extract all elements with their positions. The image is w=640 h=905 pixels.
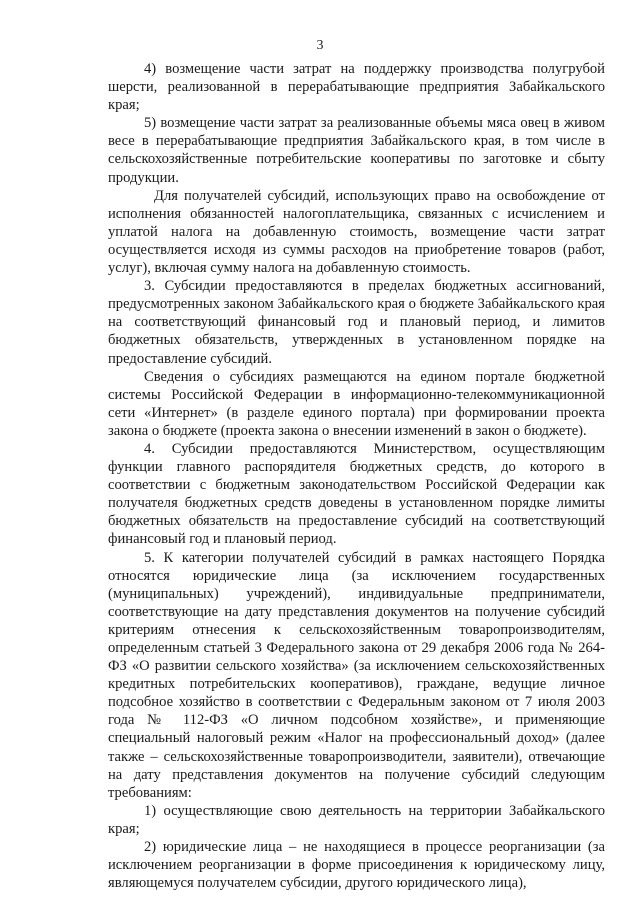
paragraph-requirement-1: 1) осуществляющие свою деятельность на территории Забайкальского края; — [108, 802, 605, 837]
paragraph-item-4-wool: 4) возмещение части затрат на поддержку производства полугрубой шерсти, реализованной в перерабатывающие предприятия Забайкальского края; — [108, 61, 605, 114]
paragraph-item-5-sheep-meat: 5) возмещение части затрат за реализованные объемы мяса овец в живом весе в перерабатывающие предприятия Забайкальского края, в том числе в сельскохозяйственные потребительские кооперативы по заготовке и сбыту продукции. — [108, 115, 605, 186]
page-number: 3 — [316, 38, 324, 53]
document-body — [108, 60, 605, 892]
paragraph-section-5-recipients: 5. К категории получателей субсидий в рамках настоящего Порядка относятся юридические лица (за исключением государственных (муниципальных) учреждений), индивидуальные предприниматели, соответствующие на дату представления документов на получение субсидий критериям отнесения к сельскохозяйственным товаропроизводителям, определенным статьей 3 Федерального закона от 29 декабря 2006 года № 264-ФЗ «О развитии сельского хозяйства» (за исключением сельскохозяйственных кредитных потребительских кооперативов), граждане, ведущие личное подсобное хозяйство в соответствии с Федеральным законом от 7 июля 2003 года № 112-ФЗ «О личном подсобном хозяйстве», и применяющие специальный налоговый режим «Налог на профессиональный доход» (далее также – сельскохозяйственные товаропроизводители, заявители), отвечающие на дату представления документов на получение субсидий следующим требованиям: — [108, 549, 605, 801]
paragraph-section-4-ministry: 4. Субсидии предоставляются Министерством, осуществляющим функции главного распорядителя бюджетных средств, до которого в соответствии с бюджетным законодательством Российской Федерации как получателя бюджетных средств доведены в установленном порядке лимиты бюджетных обязательств на предоставление субсидий на соответствующий финансовый год и плановый период. — [108, 440, 605, 548]
paragraph-vat-exemption: Для получателей субсидий, использующих право на освобождение от исполнения обязанностей налогоплательщика, связанных с исчислением и уплатой налога на добавленную стоимость, возмещение части затрат осуществляется исходя из суммы расходов на приобретение товаров (работ, услуг), включая сумму налога на добавленную стоимость. — [108, 187, 605, 277]
paragraph-requirement-2: 2) юридические лица – не находящиеся в процессе реорганизации (за исключением реорганизации в форме присоединения к юридическому лицу, являющемуся получателем субсидии, другого юридического лица), — [108, 839, 605, 892]
paragraph-section-3-budget: 3. Субсидии предоставляются в пределах бюджетных ассигнований, предусмотренных законом Забайкальского края о бюджете Забайкальского края на соответствующий финансовый год и плановый период, и лимитов бюджетных обязательств, утвержденных в установленном порядке на предоставление субсидий. — [108, 278, 605, 367]
paragraph-portal-info: Сведения о субсидиях размещаются на едином портале бюджетной системы Российской Федерации в информационно-телекоммуникационной сети «Интернет» (в разделе единого портала) при формировании проекта закона о бюджете (проекта закона о внесении изменений в закон о бюджете). — [108, 368, 605, 439]
